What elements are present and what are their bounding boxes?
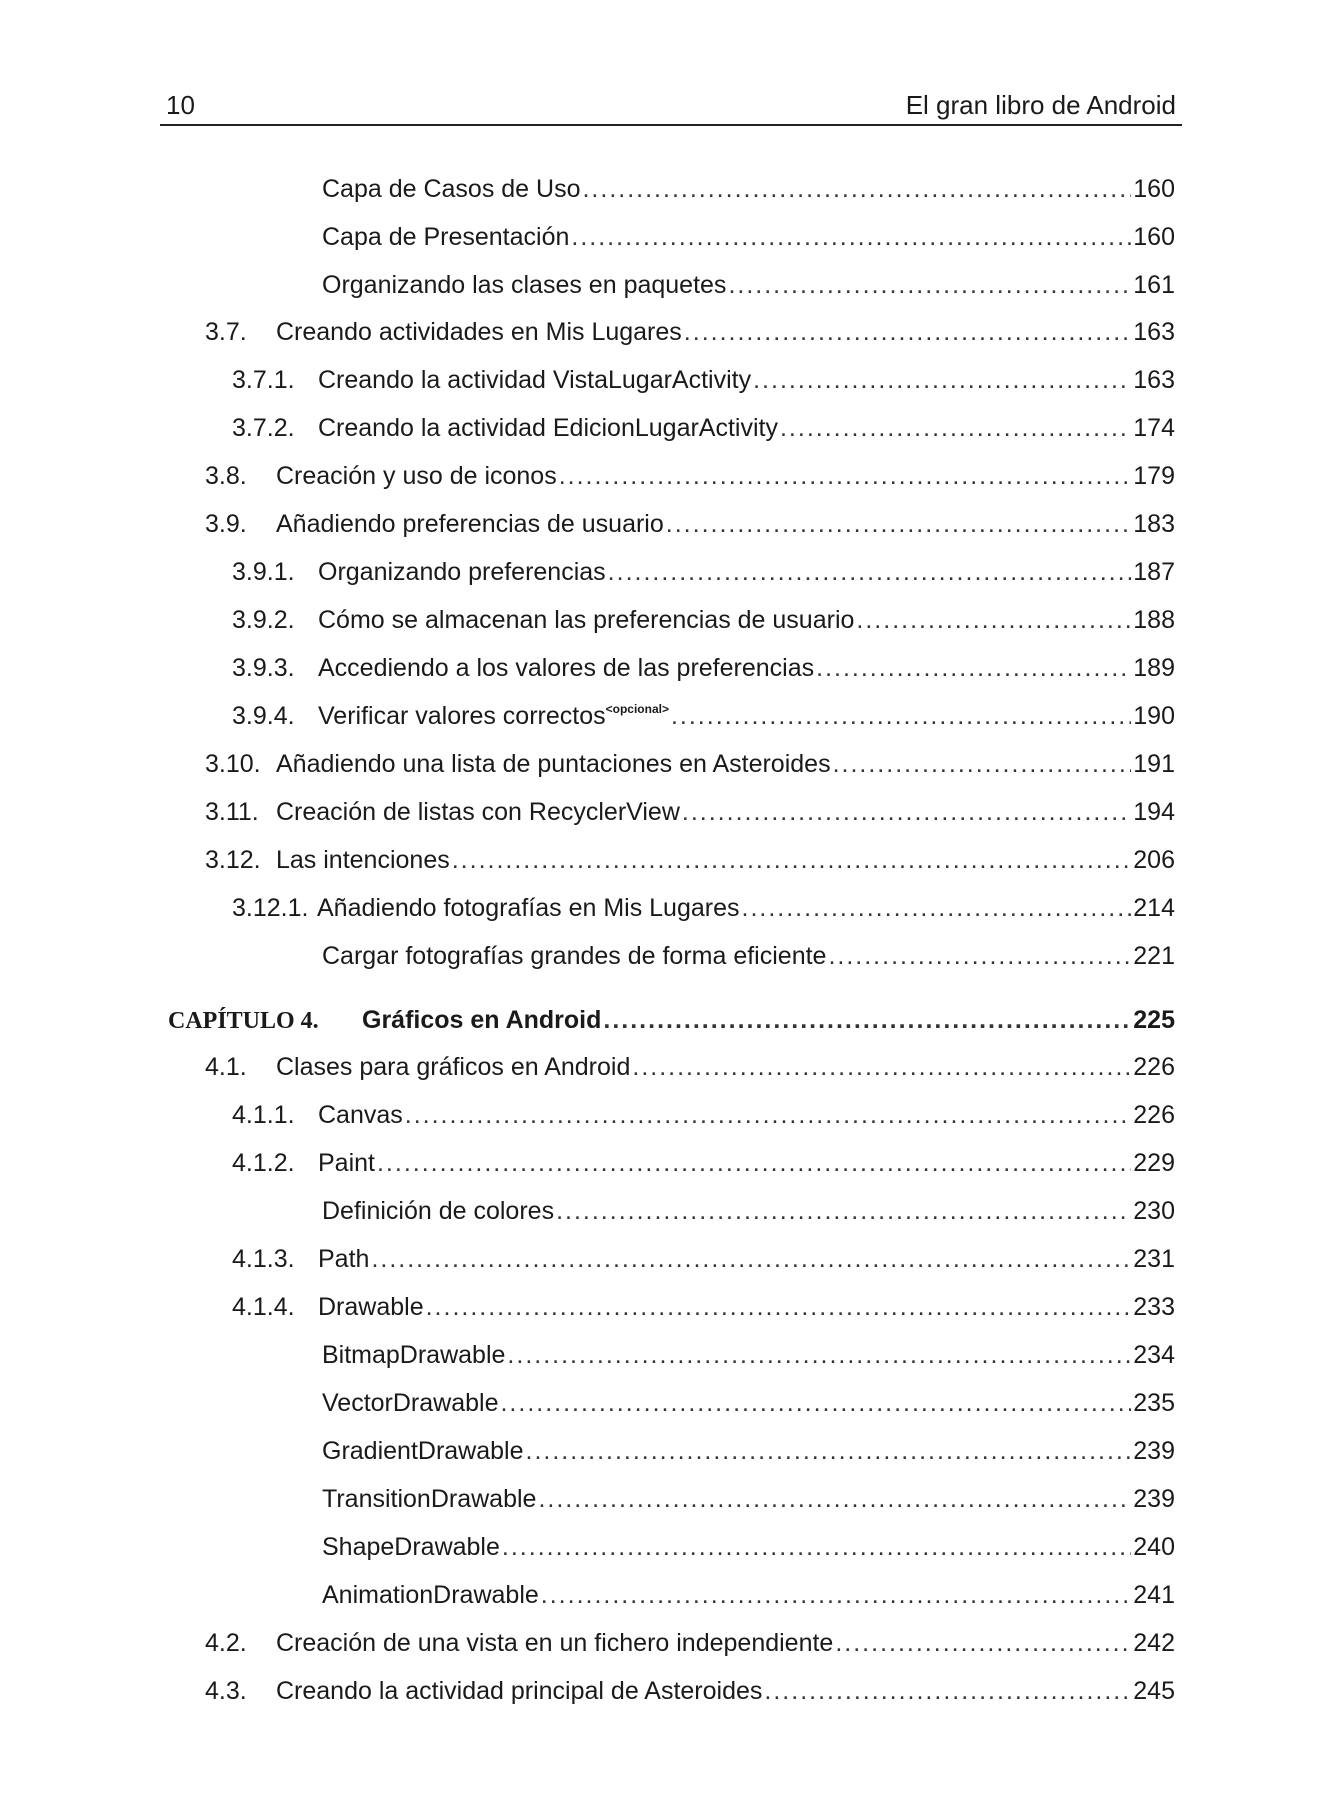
dot-leader bbox=[559, 459, 1132, 493]
section-number: 3.9. bbox=[205, 510, 247, 538]
section-number: 4.1.4. bbox=[232, 1293, 295, 1321]
page-ref: 188 bbox=[1133, 606, 1175, 634]
section-title-text: Creando la actividad EdicionLugarActivity bbox=[318, 414, 778, 442]
toc-entry bbox=[322, 1386, 1175, 1420]
page-ref: 221 bbox=[1133, 942, 1175, 970]
page-ref: 239 bbox=[1133, 1485, 1175, 1513]
optional-marker: <opcional> bbox=[605, 702, 669, 716]
section-number: 3.7. bbox=[205, 318, 247, 346]
dot-leader bbox=[541, 1578, 1132, 1612]
section-title bbox=[322, 1530, 500, 1564]
toc-entry bbox=[232, 651, 1175, 685]
toc-entry bbox=[205, 1050, 1175, 1084]
section-title bbox=[276, 507, 664, 541]
page-ref: 206 bbox=[1133, 846, 1175, 874]
dot-leader bbox=[377, 1146, 1131, 1180]
dot-leader bbox=[502, 1530, 1131, 1564]
page-ref: 190 bbox=[1133, 702, 1175, 730]
section-title-text: Canvas bbox=[318, 1101, 403, 1129]
page-ref: 234 bbox=[1133, 1341, 1175, 1369]
section-title bbox=[276, 1050, 630, 1084]
page-ref: 226 bbox=[1133, 1053, 1175, 1081]
section-title-text: Definición de colores bbox=[322, 1197, 555, 1225]
section-title bbox=[322, 1338, 505, 1372]
section-title bbox=[276, 459, 557, 493]
section-number: 4.1. bbox=[205, 1053, 247, 1081]
chapter-label: CAPÍTULO 4. bbox=[168, 1008, 319, 1034]
dot-leader bbox=[753, 363, 1131, 397]
page-ref: 163 bbox=[1133, 318, 1175, 346]
page-ref: 240 bbox=[1133, 1533, 1175, 1561]
page-ref: 230 bbox=[1133, 1197, 1175, 1225]
section-number: 3.10. bbox=[205, 750, 261, 778]
section-title-text: Paint bbox=[318, 1149, 375, 1177]
section-title bbox=[322, 1482, 536, 1516]
toc-entry bbox=[205, 843, 1175, 877]
section-title-text: Creando la actividad principal de Asteroides bbox=[276, 1677, 763, 1705]
toc-entry bbox=[322, 220, 1175, 254]
section-number: 3.9.1. bbox=[232, 558, 295, 586]
toc-entry bbox=[232, 1242, 1175, 1276]
section-title-text: Añadiendo preferencias de usuario bbox=[276, 510, 664, 538]
section-title-text: Verificar valores correctos bbox=[318, 702, 606, 730]
toc-entry bbox=[205, 315, 1175, 349]
section-title-text: Clases para gráficos en Android bbox=[276, 1053, 631, 1081]
section-title bbox=[318, 1242, 369, 1276]
section-title-text: Capa de Presentación bbox=[322, 223, 570, 251]
section-title-text: Accediendo a los valores de las preferencias bbox=[318, 654, 815, 682]
section-title-text: Capa de Casos de Uso bbox=[322, 175, 581, 203]
section-title bbox=[276, 795, 680, 829]
section-title bbox=[318, 363, 751, 397]
dot-leader bbox=[426, 1290, 1132, 1324]
toc-entry bbox=[322, 1578, 1175, 1612]
toc-entry bbox=[232, 1146, 1175, 1180]
section-title-text: Cómo se almacenan las preferencias de usuario bbox=[318, 606, 855, 634]
section-number: 3.8. bbox=[205, 462, 247, 490]
section-number: 3.9.2. bbox=[232, 606, 295, 634]
dot-leader bbox=[582, 172, 1131, 206]
toc-entry bbox=[322, 1194, 1175, 1228]
page-ref: 189 bbox=[1133, 654, 1175, 682]
page-ref: 242 bbox=[1133, 1629, 1175, 1657]
section-number: 3.7.2. bbox=[232, 414, 295, 442]
section-title bbox=[322, 1194, 554, 1228]
page-ref: 245 bbox=[1133, 1677, 1175, 1705]
section-title-text: Creando actividades en Mis Lugares bbox=[276, 318, 682, 346]
section-number: 3.9.4. bbox=[232, 702, 295, 730]
section-title-text: AnimationDrawable bbox=[322, 1581, 539, 1609]
section-title-text: Añadiendo una lista de puntaciones en Asteroides bbox=[276, 750, 831, 778]
dot-leader bbox=[371, 1242, 1131, 1276]
section-number: 4.2. bbox=[205, 1629, 247, 1657]
section-title-text: Path bbox=[318, 1245, 370, 1273]
dot-leader bbox=[538, 1482, 1131, 1516]
toc-entry bbox=[232, 603, 1175, 637]
page-ref: 160 bbox=[1133, 175, 1175, 203]
section-title bbox=[318, 1290, 424, 1324]
section-title-text: Creando la actividad VistaLugarActivity bbox=[318, 366, 752, 394]
dot-leader bbox=[571, 220, 1131, 254]
section-title-text: GradientDrawable bbox=[322, 1437, 524, 1465]
page-ref: 194 bbox=[1133, 798, 1175, 826]
section-title-text: Organizando las clases en paquetes bbox=[322, 271, 727, 299]
dot-leader bbox=[780, 411, 1131, 445]
section-title bbox=[322, 1578, 539, 1612]
toc-entry bbox=[322, 1530, 1175, 1564]
toc-entry bbox=[232, 1098, 1175, 1132]
section-title bbox=[276, 843, 450, 877]
page-ref: 179 bbox=[1133, 462, 1175, 490]
toc-chapter-entry bbox=[168, 1003, 1175, 1037]
dot-leader bbox=[500, 1386, 1131, 1420]
section-title-text: Creación de listas con RecyclerView bbox=[276, 798, 680, 826]
book-title: El gran libro de Android bbox=[905, 90, 1176, 120]
section-title bbox=[317, 891, 740, 925]
page-ref: 187 bbox=[1133, 558, 1175, 586]
page-ref: 233 bbox=[1133, 1293, 1175, 1321]
toc-entry bbox=[232, 411, 1175, 445]
section-number: 4.1.2. bbox=[232, 1149, 295, 1177]
dot-leader bbox=[856, 603, 1131, 637]
toc-entry bbox=[205, 507, 1175, 541]
section-title bbox=[318, 651, 814, 685]
dot-leader bbox=[833, 747, 1132, 781]
toc-entry bbox=[205, 795, 1175, 829]
toc-entry bbox=[322, 172, 1175, 206]
section-title-text: Creación de una vista en un fichero independiente bbox=[276, 1629, 834, 1657]
toc-entry bbox=[322, 268, 1175, 302]
section-number: 3.11. bbox=[205, 798, 259, 826]
section-title-text: Organizando preferencias bbox=[318, 558, 606, 586]
dot-leader bbox=[835, 1626, 1131, 1660]
page-ref: 229 bbox=[1133, 1149, 1175, 1177]
page-number: 10 bbox=[166, 90, 195, 120]
section-title-text: Creación y uso de iconos bbox=[276, 462, 557, 490]
dot-leader bbox=[764, 1674, 1131, 1708]
toc-entry bbox=[205, 459, 1175, 493]
toc-entry bbox=[232, 699, 1175, 733]
page-ref: 239 bbox=[1133, 1437, 1175, 1465]
page-ref: 225 bbox=[1133, 1006, 1175, 1034]
page-ref: 163 bbox=[1133, 366, 1175, 394]
toc-entry bbox=[322, 1482, 1175, 1516]
section-title bbox=[276, 1626, 833, 1660]
toc-entry bbox=[205, 1674, 1175, 1708]
dot-leader bbox=[556, 1194, 1131, 1228]
section-title-text: Añadiendo fotografías en Mis Lugares bbox=[317, 894, 740, 922]
toc-entry bbox=[205, 747, 1175, 781]
section-number: 4.1.3. bbox=[232, 1245, 295, 1273]
toc-entry bbox=[232, 363, 1175, 397]
section-title-text: VectorDrawable bbox=[322, 1389, 499, 1417]
section-title bbox=[318, 555, 606, 589]
page-ref: 214 bbox=[1133, 894, 1175, 922]
dot-leader bbox=[608, 555, 1132, 589]
dot-leader bbox=[684, 315, 1131, 349]
dot-leader bbox=[526, 1434, 1132, 1468]
section-title bbox=[318, 411, 778, 445]
page-ref: 183 bbox=[1133, 510, 1175, 538]
section-title bbox=[322, 939, 826, 973]
page-ref: 174 bbox=[1133, 414, 1175, 442]
dot-leader bbox=[828, 939, 1131, 973]
section-title bbox=[276, 315, 682, 349]
page-ref: 226 bbox=[1133, 1101, 1175, 1129]
toc-entry bbox=[232, 891, 1175, 925]
dot-leader bbox=[603, 1003, 1131, 1037]
dot-leader bbox=[452, 843, 1132, 877]
section-number: 3.12. bbox=[205, 846, 261, 874]
dot-leader bbox=[742, 891, 1132, 925]
page-ref: 191 bbox=[1133, 750, 1175, 778]
toc-entry bbox=[322, 939, 1175, 973]
section-title-text: Cargar fotografías grandes de forma eficiente bbox=[322, 942, 827, 970]
section-title bbox=[318, 699, 669, 733]
section-title bbox=[322, 268, 726, 302]
section-title bbox=[318, 1146, 375, 1180]
section-title bbox=[318, 1098, 403, 1132]
dot-leader bbox=[728, 268, 1131, 302]
section-title-text: ShapeDrawable bbox=[322, 1533, 500, 1561]
page-ref: 161 bbox=[1133, 271, 1175, 299]
section-title-text: BitmapDrawable bbox=[322, 1341, 506, 1369]
dot-leader bbox=[816, 651, 1131, 685]
toc-entry bbox=[322, 1434, 1175, 1468]
dot-leader bbox=[671, 699, 1131, 733]
section-title bbox=[322, 1434, 524, 1468]
section-number: 3.7.1. bbox=[232, 366, 295, 394]
section-number: 4.1.1. bbox=[232, 1101, 295, 1129]
toc-entry bbox=[322, 1338, 1175, 1372]
section-title-text: Gráficos en Android bbox=[362, 1006, 602, 1034]
section-title-text: TransitionDrawable bbox=[322, 1485, 537, 1513]
dot-leader bbox=[682, 795, 1131, 829]
section-title bbox=[276, 747, 831, 781]
section-number: 4.3. bbox=[205, 1677, 247, 1705]
page-ref: 235 bbox=[1133, 1389, 1175, 1417]
section-number: 3.12.1. bbox=[232, 894, 309, 922]
section-number: 3.9.3. bbox=[232, 654, 295, 682]
section-title-text: Las intenciones bbox=[276, 846, 450, 874]
section-title bbox=[322, 1386, 498, 1420]
page-ref: 160 bbox=[1133, 223, 1175, 251]
section-title bbox=[276, 1674, 762, 1708]
page-ref: 241 bbox=[1133, 1581, 1175, 1609]
dot-leader bbox=[632, 1050, 1131, 1084]
dot-leader bbox=[507, 1338, 1131, 1372]
section-title bbox=[322, 220, 569, 254]
page-ref: 231 bbox=[1133, 1245, 1175, 1273]
toc-entry bbox=[232, 555, 1175, 589]
section-title-text: Drawable bbox=[318, 1293, 424, 1321]
toc-entry bbox=[205, 1626, 1175, 1660]
section-title bbox=[318, 603, 854, 637]
section-title bbox=[322, 172, 580, 206]
toc-entry bbox=[232, 1290, 1175, 1324]
dot-leader bbox=[666, 507, 1132, 541]
section-title bbox=[362, 1003, 601, 1037]
dot-leader bbox=[405, 1098, 1132, 1132]
